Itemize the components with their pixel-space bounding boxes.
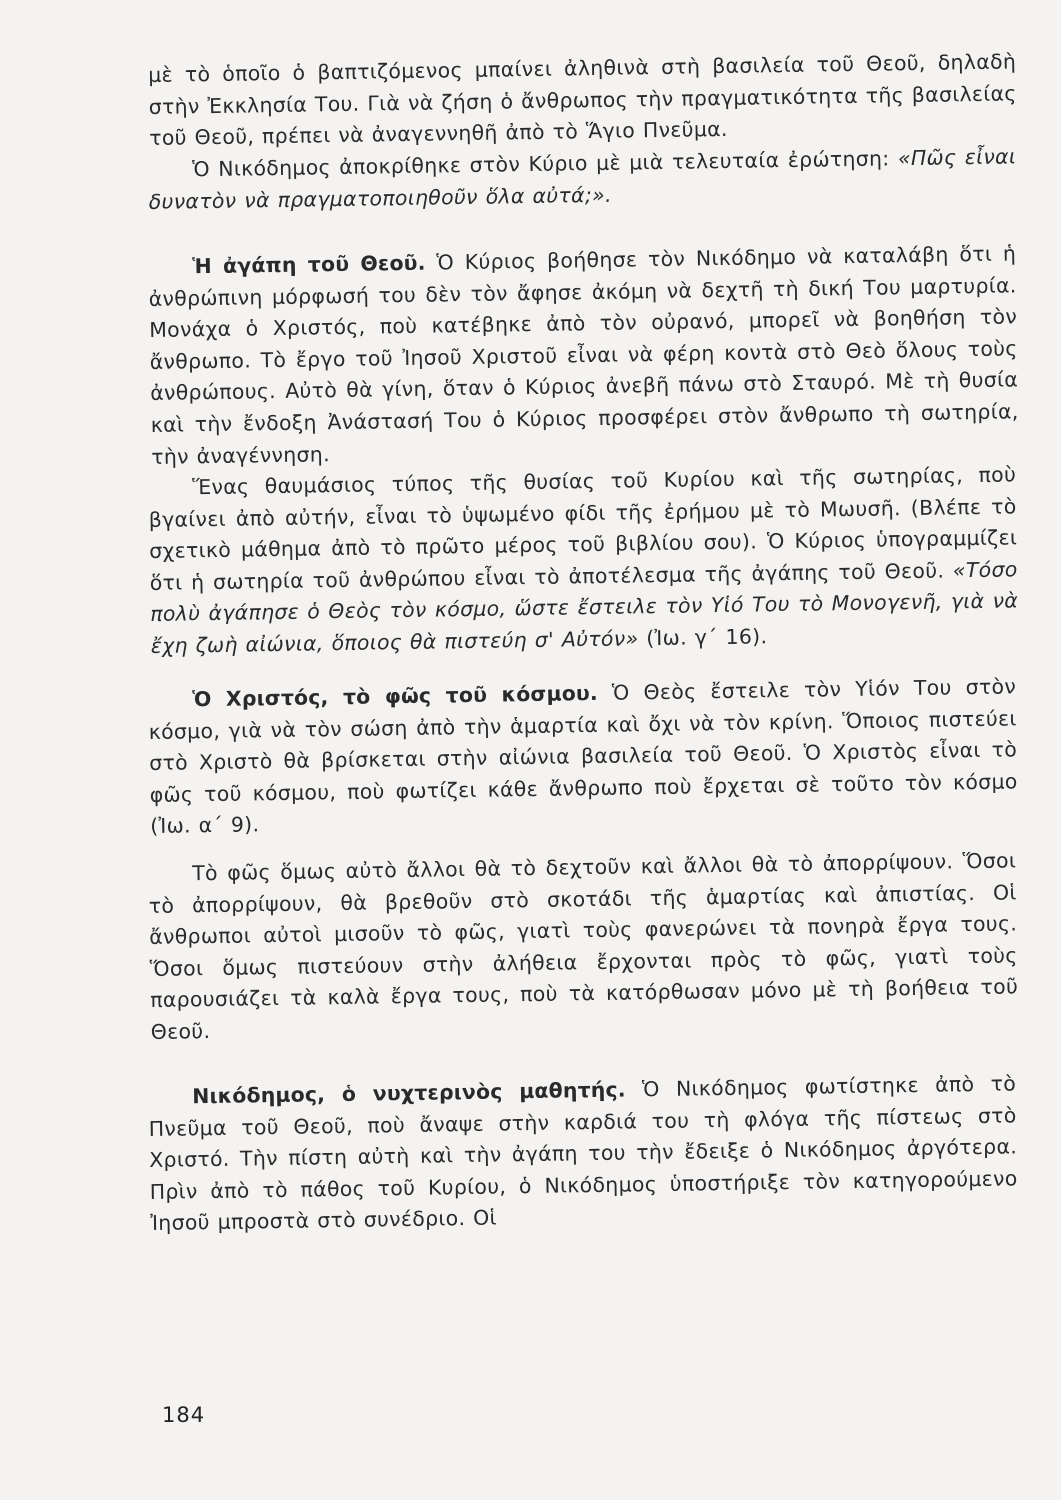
paragraph-baptism xyxy=(148,46,1017,154)
quote-text: «Πῶς εἶναι δυνατὸν νὰ πραγματοποιηθοῦν ὅλα αὐτά;». xyxy=(148,144,1017,214)
scripture-reference: (Ἰω. γ΄ 16). xyxy=(646,624,768,651)
page-number: 184 xyxy=(162,1403,206,1427)
paragraph-text: Ὁ Κύριος βοήθησε τὸν Νικόδημο νὰ καταλάβη ὅτι ἡ ἀνθρώπινη μόρφωσή του δὲν τὸν ἄφησε ἀκόμη νὰ δεχτῆ τὴ δική Του μαρτυρία. Μονάχα ὁ Χριστός, ποὺ κατέβηκε ἀπὸ τὸν οὐρανό, μπορεῖ νὰ βοηθήση τὸν ἄνθρωπο. Τὸ ἔργο τοῦ Ἰησοῦ Χριστοῦ εἶναι νὰ φέρη κοντὰ στὸ Θεὸ ὅλους τοὺς ἀνθρώπους. Αὐτὸ θὰ γίνη, ὅταν ὁ Κύριος ἀνεβῆ πάνω στὸ Σταυρό. Μὲ τὴ θυσία καὶ τὴν ἔνδοξη Ἀνάστασή Του ὁ Κύριος προσφέρει στὸν ἄνθρωπο τὴ σωτηρία, τὴν ἀναγέννηση. xyxy=(148,241,1019,469)
paragraph-serpent xyxy=(148,459,1019,662)
section-heading: Νικόδημος, ὁ νυχτερινὸς μαθητής. xyxy=(192,1077,626,1109)
paragraph-text: μὲ τὸ ὁποῖο ὁ βαπτιζόμενος μπαίνει ἀληθινὰ στὴ βασιλεία τοῦ Θεοῦ, δηλαδὴ στὴν Ἐκκλησία Του. Γιὰ νὰ ζήση ὁ ἄνθρωπος τὴν πραγματικότητα τῆς βασιλείας τοῦ Θεοῦ, πρέπει νὰ ἀναγεννηθῆ ἀπὸ τὸ Ἅγιο Πνεῦμα. xyxy=(148,49,1017,151)
paragraph-light-reception xyxy=(148,845,1019,1048)
paragraph-text: Ὁ Θεὸς ἔστειλε τὸν Υἱόν Του στὸν κόσμο, γιὰ νὰ τὸν σώση ἀπὸ τὴν ἁμαρτία καὶ ὄχι νὰ τὸν κρίνη. Ὅποιος πιστεύει στὸ Χριστὸ θὰ βρίσκεται στὴν αἰώνια βασιλεία τοῦ Θεοῦ. Ὁ Χριστὸς εἶναι τὸ φῶς τοῦ κόσμου, ποὺ φωτίζει κάθε ἄνθρωπο ποὺ ἔρχεται σὲ τοῦτο τὸν κόσμο (Ἰω. α΄ 9). xyxy=(148,674,1018,839)
paragraph-text: Τὸ φῶς ὅμως αὐτὸ ἄλλοι θὰ τὸ δεχτοῦν καὶ ἄλλοι θὰ τὸ ἀπορρίψουν. Ὅσοι τὸ ἀπορρίψουν, θὰ βρεθοῦν στὸ σκοτάδι τῆς ἁμαρτίας καὶ ἀπιστίας. Οἱ ἄνθρωποι αὐτοὶ μισοῦν τὸ φῶς, γιατὶ τοὺς φανερώνει τὰ πονηρὰ ἔργα τους. Ὅσοι ὅμως πιστεύουν στὴν ἀλήθεια ἔρχονται πρὸς τὸ φῶς, γιατὶ τοὺς παρουσιάζει τὰ καλὰ ἔργα τους, ποὺ τὰ κατόρθωσαν μόνο μὲ τὴ βοήθεια τοῦ Θεοῦ. xyxy=(148,848,1019,1044)
quote-text: «Τόσο πολὺ ἀγάπησε ὁ Θεὸς τὸν κόσμο, ὥστε ἔστειλε τὸν Υἱό Του τὸ Μονογενῆ, γιὰ νὰ ἔχη ζωὴ αἰώνια, ὅποιος θὰ πιστεύη σ' Αὐτόν» xyxy=(150,557,1019,659)
paragraph-nicodemus-question xyxy=(148,141,1017,218)
body-text xyxy=(148,49,1019,1240)
paragraph-light-of-world xyxy=(148,671,1018,843)
paragraph-text: Ὁ Νικόδημος ἀποκρίθηκε στὸν Κύριο μὲ μιὰ τελευταία ἐρώτηση: xyxy=(192,146,890,182)
section-heading: Ἡ ἀγάπη τοῦ Θεοῦ. xyxy=(192,250,426,279)
paragraph-text: Ὁ Νικόδημος φωτίστηκε ἀπὸ τὸ Πνεῦμα τοῦ Θεοῦ, ποὺ ἄναψε στὴν καρδιά του τὴ φλόγα τῆς πίστεως στὸ Χριστό. Τὴν πίστη αὐτὴ καὶ τὴν ἀγάπη του τὴν ἔδειξε ὁ Νικόδημος ἀργότερα. Πρὶν ἀπὸ τὸ πάθος τοῦ Κυρίου, ὁ Νικόδημος ὑποστήριξε τὸν κατηγορούμενο Ἰησοῦ μπροστὰ στὸ συνέδριο. Οἱ xyxy=(148,1071,1018,1236)
paragraph-night-disciple xyxy=(148,1069,1018,1241)
paragraph-love-of-god xyxy=(148,238,1019,473)
paragraph-text: Ἕνας θαυμάσιος τύπος τῆς θυσίας τοῦ Κυρίου καὶ τῆς σωτηρίας, ποὺ βγαίνει ἀπὸ αὐτήν, εἶναι τὸ ὑψωμένο φίδι τῆς ἐρήμου μὲ τὸ Μωυσῆ. (Βλέπε τὸ σχετικὸ μάθημα ἀπὸ τὸ πρῶτο μέρος τοῦ βιβλίου σου). Ὁ Κύριος ὑπογραμμίζει ὅτι ἡ σωτηρία τοῦ ἀνθρώπου εἶναι τὸ ἀποτέλεσμα τῆς ἀγάπης τοῦ Θεοῦ. xyxy=(148,462,1018,595)
section-heading: Ὁ Χριστός, τὸ φῶς τοῦ κόσμου. xyxy=(192,680,599,711)
